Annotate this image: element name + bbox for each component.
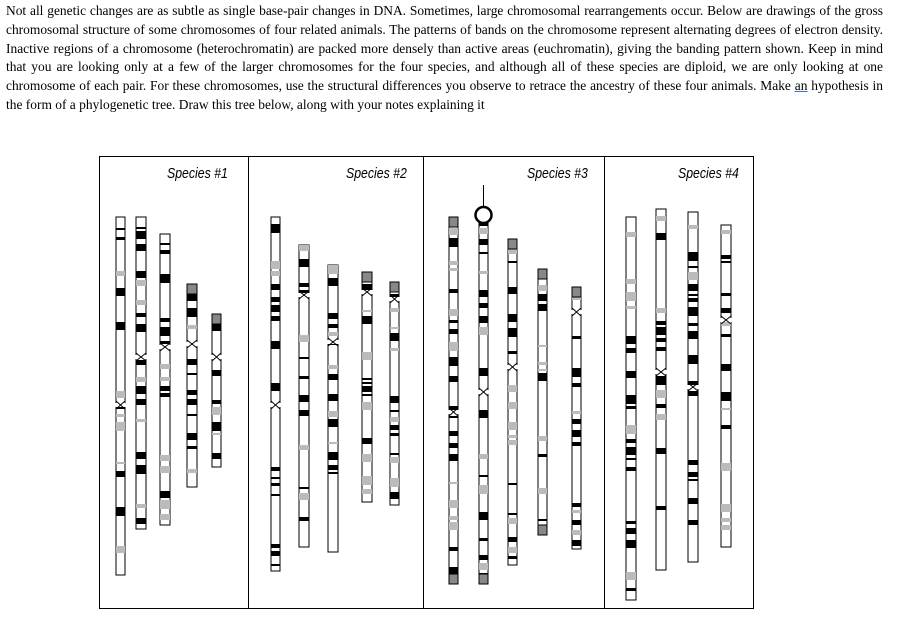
chromosome-13 xyxy=(507,239,518,565)
instructions-paragraph xyxy=(6,2,883,115)
species-2-label: Species #2 xyxy=(346,165,407,182)
chromosome-17 xyxy=(655,209,667,570)
chromosome-3 xyxy=(159,234,171,525)
chromosome-18 xyxy=(687,212,699,562)
chromosome-4 xyxy=(186,284,198,487)
chromosome-figure xyxy=(99,156,754,609)
chromosome-14 xyxy=(538,269,547,535)
chromosome-6 xyxy=(270,217,281,571)
chromosome-drawings xyxy=(100,157,755,610)
chromosome-12 xyxy=(476,185,492,584)
chromosome-1 xyxy=(115,217,126,575)
chromosome-19 xyxy=(720,225,732,547)
chromosome-15 xyxy=(571,287,582,549)
chromosome-5 xyxy=(211,314,222,467)
chromosome-10 xyxy=(389,282,400,505)
chromosome-7 xyxy=(298,245,310,547)
chromosome-16 xyxy=(626,217,636,600)
species-1-label: Species #1 xyxy=(167,165,228,182)
instructions-text-end: hypothesis in the form of a phylogenetic tree. Draw this tree below, along with your notes explaining it xyxy=(6,78,884,112)
species-4-label: Species #4 xyxy=(678,165,739,182)
chromosome-2 xyxy=(135,217,147,529)
instructions-an-word: an xyxy=(794,78,808,94)
chromosome-11 xyxy=(448,217,459,584)
chromosome-8 xyxy=(327,265,339,552)
species-3-label: Species #3 xyxy=(527,165,588,182)
instructions-text: Not all genetic changes are as subtle as single base-pair changes in DNA. Sometimes, large chromosomal rearrangements occur. Below are drawings of the gross chromosomal structure of some chromosomes of four related animals. The patterns of bands on the chromosome represent alternating degrees of electron density. Inactive regions of a chromosome (heterochromatin) are packed more densely than active areas (euchromatin), giving the banding pattern shown. Keep in mind that you are looking only at a few of the larger chromosomes for the four species, and although all of these species are diploid, we are only looking at one chromosome of each pair. For these chromosomes, use the structural differences you observe to retrace the ancestry of these four animals. Make xyxy=(6,3,883,94)
chromosome-9 xyxy=(361,272,373,502)
